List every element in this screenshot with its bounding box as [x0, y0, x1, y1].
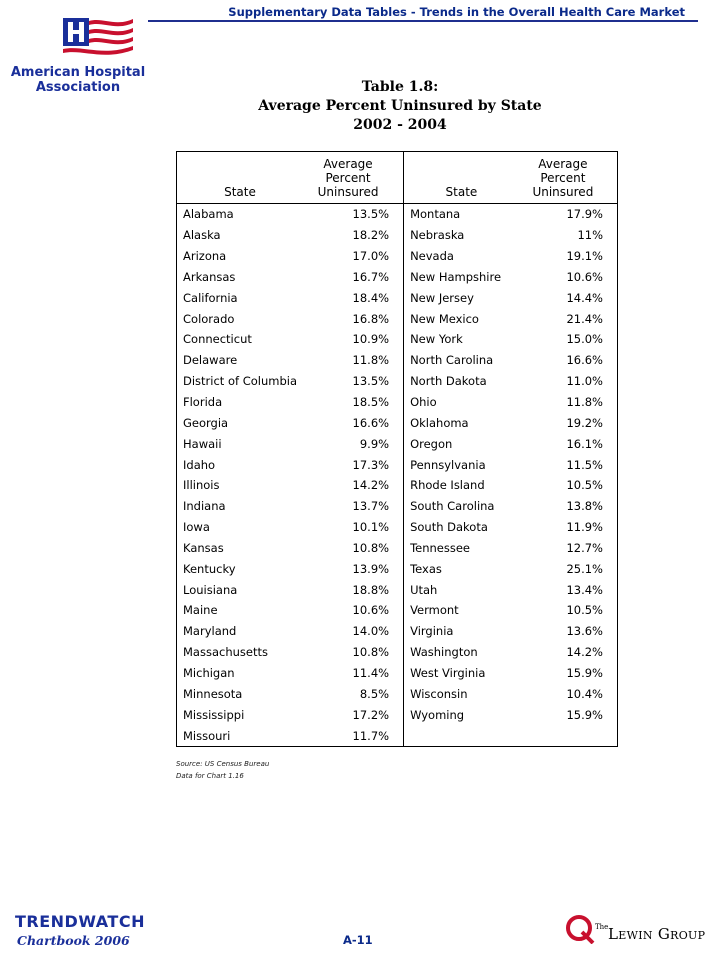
percent-cell: 13.7%	[303, 496, 404, 517]
state-cell: Rhode Island	[410, 478, 485, 493]
aha-logo	[8, 17, 148, 99]
percent-cell: 18.8%	[303, 579, 404, 600]
percent-cell: 10.9%	[303, 329, 404, 350]
percent-cell: 11.0%	[566, 374, 603, 389]
table-row	[177, 412, 618, 433]
percent-cell: 21.4%	[566, 311, 603, 326]
state-cell: Maryland	[183, 624, 237, 639]
state-cell: Arizona	[183, 249, 227, 264]
table-row	[177, 663, 618, 684]
table-row	[177, 621, 618, 642]
state-cell: Hawaii	[183, 436, 222, 451]
chartbook-subtitle: Chartbook 2006	[17, 933, 130, 948]
state-cell: Massachusetts	[183, 645, 268, 660]
table-heading: Average Percent Uninsured by State	[258, 98, 542, 114]
col-header-state-2: State	[404, 152, 519, 204]
state-cell: Connecticut	[183, 332, 252, 347]
source-line: Source: US Census Bureau	[176, 760, 270, 768]
percent-cell: 19.2%	[566, 415, 603, 430]
state-cell: Vermont	[410, 603, 459, 618]
percent-cell: 10.8%	[303, 642, 404, 663]
table-row	[177, 496, 618, 517]
state-cell: Louisiana	[183, 582, 238, 597]
percent-cell: 18.2%	[303, 225, 404, 246]
state-cell: South Dakota	[410, 520, 488, 535]
percent-cell: 10.1%	[303, 517, 404, 538]
percent-cell: 13.8%	[566, 499, 603, 514]
percent-cell	[519, 725, 618, 746]
state-cell: Ohio	[410, 395, 437, 410]
table-row	[177, 579, 618, 600]
state-cell: Virginia	[410, 624, 454, 639]
state-cell: Kansas	[183, 540, 224, 555]
state-cell: Michigan	[183, 665, 235, 680]
table-row	[177, 329, 618, 350]
percent-cell: 14.2%	[566, 645, 603, 660]
table-row	[177, 642, 618, 663]
table-row	[177, 538, 618, 559]
table-row	[177, 287, 618, 308]
col-header-avg-line3: Uninsured	[317, 185, 379, 199]
table-row	[177, 371, 618, 392]
col-header-avg-line2: Percent	[540, 171, 586, 185]
state-cell: New York	[410, 332, 463, 347]
state-cell: Wisconsin	[410, 686, 468, 701]
state-cell: Nebraska	[410, 228, 465, 243]
page-number: A-11	[343, 933, 373, 947]
state-cell: Texas	[410, 561, 442, 576]
table-number: Table 1.8:	[361, 79, 439, 95]
percent-cell: 16.7%	[303, 267, 404, 288]
table-row	[177, 267, 618, 288]
percent-cell: 15.9%	[566, 707, 603, 722]
state-cell: Alabama	[183, 207, 234, 222]
percent-cell: 11.4%	[303, 663, 404, 684]
state-cell: South Carolina	[410, 499, 495, 514]
lewin-q-icon	[565, 914, 595, 944]
col-header-average-2	[519, 152, 618, 204]
percent-cell: 17.3%	[303, 454, 404, 475]
state-cell: Alaska	[183, 228, 221, 243]
state-cell: Indiana	[183, 499, 226, 514]
lewin-name: Lewin Group	[608, 925, 706, 943]
percent-cell: 10.6%	[303, 600, 404, 621]
percent-cell: 13.5%	[303, 371, 404, 392]
percent-cell: 10.4%	[566, 686, 603, 701]
state-cell: Tennessee	[410, 540, 471, 555]
percent-cell: 14.4%	[566, 290, 603, 305]
state-cell: West Virginia	[410, 665, 486, 680]
table-row	[177, 454, 618, 475]
percent-cell: 18.4%	[303, 287, 404, 308]
lewin-group-logo	[565, 914, 705, 954]
percent-cell: 13.4%	[566, 582, 603, 597]
percent-cell: 11.9%	[566, 520, 603, 535]
col-header-state: State	[177, 152, 304, 204]
state-cell: Pennsylvania	[410, 457, 486, 472]
percent-cell: 11.5%	[566, 457, 603, 472]
state-cell: Oregon	[410, 436, 453, 451]
table-years: 2002 - 2004	[353, 117, 447, 133]
table-row	[177, 350, 618, 371]
percent-cell: 14.2%	[303, 475, 404, 496]
col-header-avg-line1: Average	[538, 157, 588, 171]
percent-cell: 11%	[577, 228, 603, 243]
percent-cell: 15.9%	[566, 665, 603, 680]
state-cell: Montana	[410, 207, 461, 222]
state-cell	[404, 725, 519, 746]
table-row	[177, 204, 618, 225]
header-rule	[148, 20, 698, 22]
state-cell: Colorado	[183, 311, 235, 326]
lewin-the: The	[595, 923, 609, 931]
table-row	[177, 392, 618, 413]
state-cell: Minnesota	[183, 686, 243, 701]
aha-line2: Association	[35, 80, 121, 95]
percent-cell: 11.8%	[566, 395, 603, 410]
percent-cell: 15.0%	[566, 332, 603, 347]
state-cell: Florida	[183, 395, 223, 410]
state-cell: Georgia	[183, 415, 229, 430]
percent-cell: 16.6%	[566, 353, 603, 368]
table-row	[177, 475, 618, 496]
state-cell: New Hampshire	[410, 269, 502, 284]
percent-cell: 13.6%	[566, 624, 603, 639]
state-cell: Utah	[410, 582, 438, 597]
percent-cell: 9.9%	[303, 433, 404, 454]
state-cell: New Jersey	[410, 290, 474, 305]
data-for-line: Data for Chart 1.16	[176, 772, 244, 780]
percent-cell: 16.8%	[303, 308, 404, 329]
uninsured-table	[176, 151, 618, 747]
percent-cell: 13.9%	[303, 558, 404, 579]
percent-cell: 10.8%	[303, 538, 404, 559]
running-header: Supplementary Data Tables - Trends in the Overall Health Care Market	[228, 5, 685, 19]
percent-cell: 10.6%	[566, 269, 603, 284]
state-cell: Idaho	[183, 457, 216, 472]
aha-line1: American Hospital	[10, 65, 146, 80]
percent-cell: 8.5%	[303, 683, 404, 704]
table-row	[177, 246, 618, 267]
state-cell: Oklahoma	[410, 415, 469, 430]
percent-cell: 11.7%	[303, 725, 404, 746]
table-header-row	[177, 152, 618, 204]
col-header-avg-line2: Percent	[325, 171, 371, 185]
state-cell: Nevada	[410, 249, 454, 264]
percent-cell: 18.5%	[303, 392, 404, 413]
source-note	[176, 758, 269, 782]
table-row	[177, 683, 618, 704]
table-row	[177, 725, 618, 746]
aha-flag-h-icon	[63, 17, 135, 61]
state-cell: Illinois	[183, 478, 220, 493]
state-cell: Kentucky	[183, 561, 236, 576]
state-cell: Mississippi	[183, 707, 245, 722]
state-cell: District of Columbia	[183, 374, 297, 389]
state-cell: Missouri	[183, 728, 231, 743]
percent-cell: 17.0%	[303, 246, 404, 267]
state-cell: California	[183, 290, 238, 305]
state-cell: North Carolina	[410, 353, 494, 368]
trendwatch-logo	[15, 912, 145, 954]
percent-cell: 13.5%	[303, 204, 404, 225]
percent-cell: 14.0%	[303, 621, 404, 642]
table-row	[177, 225, 618, 246]
state-cell: Iowa	[183, 520, 210, 535]
table-row	[177, 308, 618, 329]
table-row	[177, 433, 618, 454]
table-row	[177, 600, 618, 621]
percent-cell: 17.2%	[303, 704, 404, 725]
trendwatch-brand: TRENDWATCH	[15, 912, 145, 931]
percent-cell: 12.7%	[566, 540, 603, 555]
table-row	[177, 558, 618, 579]
col-header-average	[303, 152, 404, 204]
percent-cell: 16.6%	[303, 412, 404, 433]
state-cell: Maine	[183, 603, 218, 618]
percent-cell: 25.1%	[566, 561, 603, 576]
percent-cell: 17.9%	[566, 207, 603, 222]
percent-cell: 16.1%	[566, 436, 603, 451]
state-cell: Arkansas	[183, 269, 236, 284]
state-cell: North Dakota	[410, 374, 487, 389]
state-cell: Washington	[410, 645, 478, 660]
state-cell: Delaware	[183, 353, 238, 368]
col-header-avg-line3: Uninsured	[532, 185, 594, 199]
percent-cell: 19.1%	[566, 249, 603, 264]
col-header-avg-line1: Average	[323, 157, 373, 171]
table-body	[177, 204, 618, 747]
table-row	[177, 704, 618, 725]
percent-cell: 10.5%	[566, 603, 603, 618]
state-cell: Wyoming	[410, 707, 465, 722]
state-cell: New Mexico	[410, 311, 479, 326]
table-row	[177, 517, 618, 538]
table-title	[180, 78, 620, 135]
percent-cell: 11.8%	[303, 350, 404, 371]
percent-cell: 10.5%	[566, 478, 603, 493]
